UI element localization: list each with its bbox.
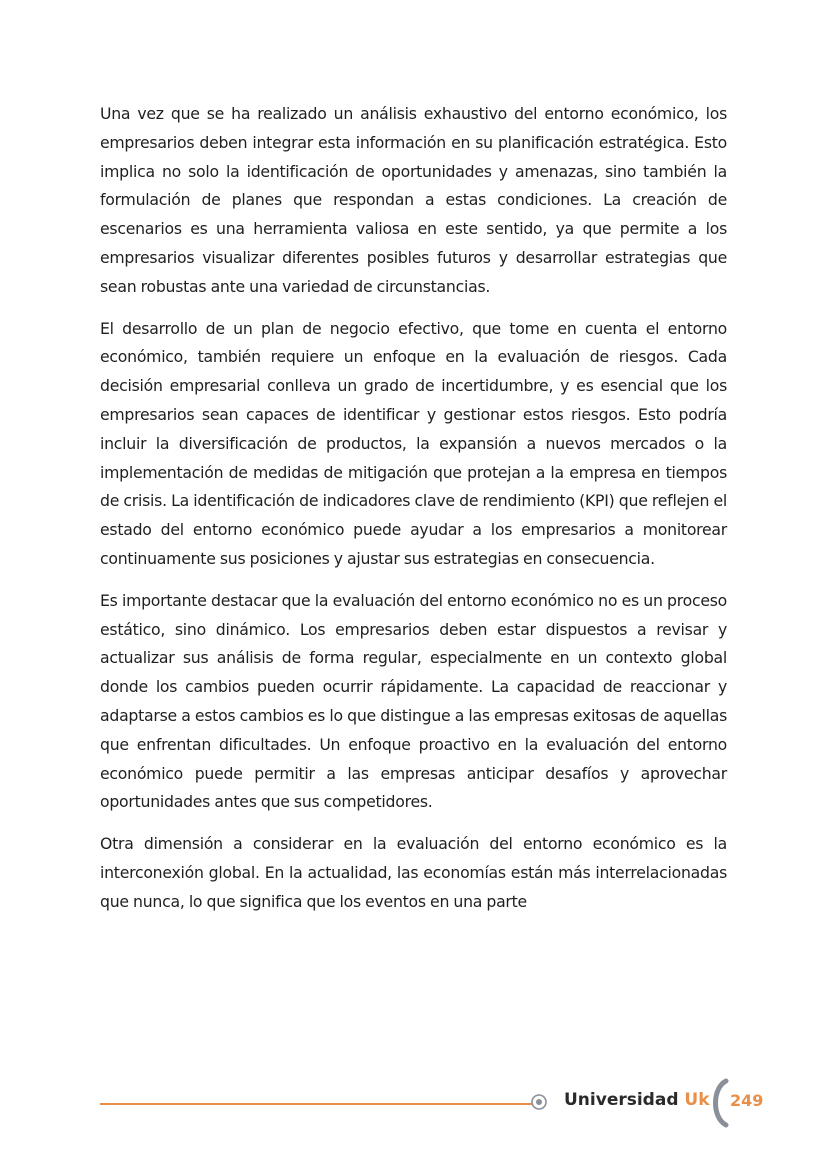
page-body: [100, 100, 727, 930]
footer-rule: [100, 1103, 532, 1105]
page-footer: [100, 1078, 780, 1128]
target-circle-icon: [531, 1094, 547, 1110]
paragraph-3: Es importante destacar que la evaluación del entorno económico no es un proceso estático, sino dinámico. Los empresarios deben estar dispuestos a revisar y actualizar sus análisis de forma regular, especialmente en un contexto global donde los cambios pueden ocurrir rápidamente. La capacidad de reaccionar y adaptarse a estos cambios es lo que distingue a las empresas exitosas de aquellas que enfrentan dificultades. Un enfoque proactivo en la evaluación del entorno económico puede permitir a las empresas anticipar desafíos y aprovechar oportunidades antes que sus competidores.: [100, 590, 727, 812]
paragraph-1: Una vez que se ha realizado un análisis exhaustivo del entorno económico, los empresarios deben integrar esta información en su planificación estratégica. Esto implica no solo la identificación de oportunidades y amenazas, sino también la formulación de planes que respondan a estas condiciones. La creación de escenarios es una herramienta valiosa en este sentido, ya que permite a los empresarios visualizar diferentes posibles futuros y desarrollar estrategias que sean robustas ante una variedad de circunstancias.: [100, 104, 727, 296]
paragraph-4: Otra dimensión a considerar en la evaluación del entorno económico es la interconexión global. En la actualidad, las economías están más interrelacionadas que nunca, lo que significa que los eventos en una parte: [100, 834, 727, 911]
brand-name: Universidad: [564, 1090, 679, 1110]
brand-accent: Uk: [684, 1090, 710, 1110]
page-number: 249: [730, 1091, 764, 1110]
brand-logo: [564, 1090, 710, 1110]
paragraph-2: El desarrollo de un plan de negocio efectivo, que tome en cuenta el entorno económico, también requiere un enfoque en la evaluación de riesgos. Cada decisión empresarial conlleva un grado de incertidumbre, y es esencial que los empresarios sean capaces de identificar y gestionar estos riesgos. Esto podría incluir la diversificación de productos, la expansión a nuevos mercados o la implementación de medidas de mitigación que protejan a la empresa en tiempos de crisis. La identificación de indicadores clave de rendimiento (KPI) que reflejen el estado del entorno económico puede ayudar a los empresarios a monitorear continuamente sus posiciones y ajustar sus estrategias en consecuencia.: [100, 318, 727, 568]
bracket-decoration-icon: [706, 1078, 730, 1128]
